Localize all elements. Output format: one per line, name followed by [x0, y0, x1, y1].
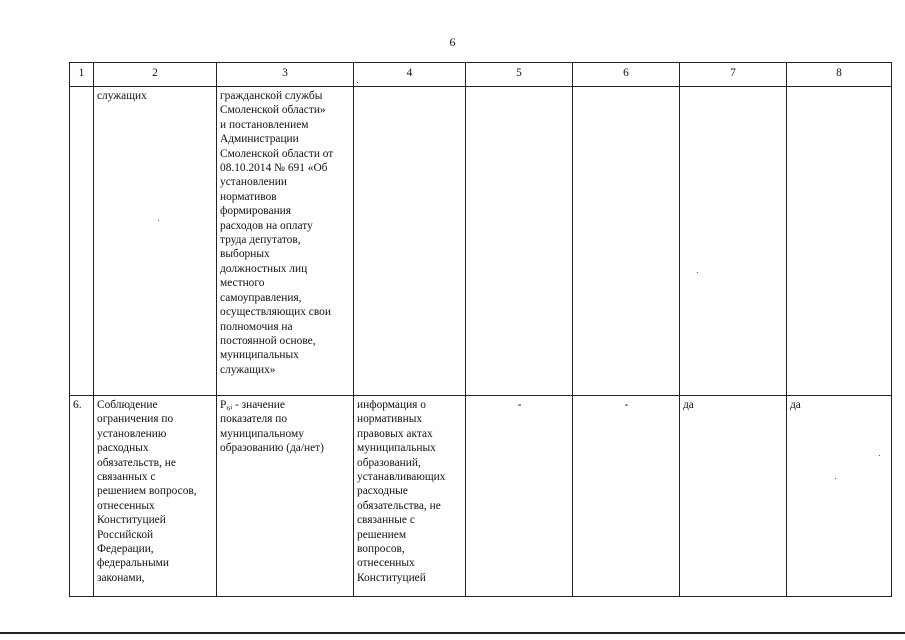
table-cell: [70, 87, 94, 396]
table-cell: [466, 87, 573, 396]
header-cell: 6: [573, 63, 680, 87]
scan-speck: [879, 455, 880, 456]
table-cell: да: [787, 396, 892, 597]
table-cell: [354, 87, 466, 396]
table-cell: да: [680, 396, 787, 597]
header-cell: 1: [70, 63, 94, 87]
table-cell: [573, 87, 680, 396]
criteria-table: [69, 62, 892, 597]
cell-text: информация о нормативных правовых актах муниципальных образований, устанавливающих расходные обязательства, не связанные с решением вопросов, отнесенных Конституцией: [357, 399, 446, 584]
table-cell: [217, 396, 354, 597]
table-row-6: [70, 396, 892, 597]
header-cell: 7: [680, 63, 787, 87]
header-cell: 2: [94, 63, 217, 87]
cell-text: гражданской службы Смоленской области» и постановлением Администрации Смоленской области от 08.10.2014 № 691 «Об установлении нормативов формирования расходов на оплату труда депутатов, выборных должностных лиц местного самоуправления, осуществляющих свои полномочия на постоянной основе, муниципальных служащих»: [220, 90, 334, 376]
table-cell: -: [466, 396, 573, 597]
table-cell: -: [573, 396, 680, 597]
page-number: 6: [449, 35, 456, 49]
row-number-cell: 6.: [70, 396, 94, 597]
table-cell: [680, 87, 787, 396]
table-row-continuation: [70, 87, 892, 396]
cell-text: Соблюдение ограничения по установлению расходных обязательств, не связанных с решением вопросов, отнесенных Конституцией Российской Федерации, федеральными законами,: [97, 399, 197, 584]
scan-speck: [158, 220, 159, 221]
table-cell: [217, 87, 354, 396]
header-cell: 8: [787, 63, 892, 87]
header-cell: 5: [466, 63, 573, 87]
table-cell: [94, 396, 217, 597]
header-cell: 3: [217, 63, 354, 87]
cell-text: служащих: [97, 90, 147, 102]
scan-speck: [357, 82, 358, 83]
table-cell: [94, 87, 217, 396]
cell-text: P₆ᵢ - значение показателя по муниципальному образованию (да/нет): [220, 399, 324, 455]
header-cell: 4: [354, 63, 466, 87]
scan-speck: [697, 272, 698, 273]
table-header-row: [70, 63, 892, 87]
table-cell: [354, 396, 466, 597]
page-bottom-rule: [0, 632, 905, 634]
table-cell: [787, 87, 892, 396]
scan-speck: [835, 478, 836, 479]
